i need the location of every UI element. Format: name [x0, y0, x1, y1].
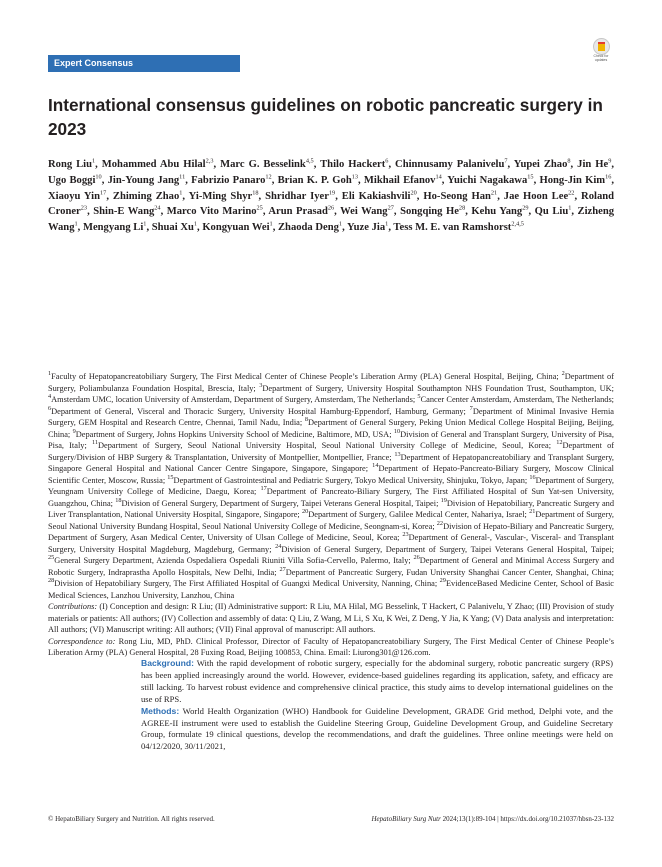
- check-for-updates-button[interactable]: [590, 38, 612, 62]
- author-name: Shin-E Wang: [93, 206, 155, 218]
- author-affiliation-number: 27: [387, 204, 394, 212]
- affiliation-number: 2: [561, 370, 565, 378]
- affiliation-text: Department of Surgery/Division of HBP Surgery & Transplantation, University of Montpellier, Montpellier, France;: [48, 441, 615, 462]
- author-affiliation-number: 15: [527, 173, 534, 181]
- author-affiliation-number: 20: [410, 189, 417, 197]
- citation-text: 2024;13(1):89-104 | https://dx.doi.org/10.21037/hbsn-23-132: [440, 815, 614, 823]
- article-type-badge: [48, 55, 240, 72]
- author-affiliation-number: 24: [154, 204, 161, 212]
- affiliation-number: 4: [48, 393, 52, 401]
- affiliation-number: 5: [417, 393, 421, 401]
- affiliation-text: EvidenceBased Medicine Center, School of Basic Medical Sciences, Lanzhou University, Lanzhou, China: [48, 579, 615, 600]
- author-affiliation-number: 8: [567, 157, 571, 165]
- affiliation-text: Department of Surgery, Seoul National University Bundang Hospital, Seoul National University College of Medicine, Seongnam-si, Korea;: [48, 510, 614, 531]
- affiliation-text: Department of Hepatopancreatobiliary and Transplant Surgery, Singapore General Hospital and National Cancer Centre Singapore, Singapore, Singapore;: [48, 452, 614, 473]
- front-matter: [48, 371, 614, 659]
- author-affiliation-number: 14: [435, 173, 442, 181]
- contributions-label: Contributions:: [48, 602, 98, 611]
- check-for-updates-label: Check for updates: [593, 54, 609, 62]
- author-affiliation-number: 10: [95, 173, 102, 181]
- author-name: Jin He: [577, 159, 609, 170]
- methods-text: World Health Organization (WHO) Handbook for Guideline Development, GRADE Grid method, Delphi vote, and the AGREE-II instrument were used to establish the Guideline Steering Group, Guideline Development Group, and Guideline Secretary Group, formulate 19 clinical questions, develop the recommendations, and draft the guidelines. Three online meetings were held on 04/12/2020, 30/11/2021,: [141, 705, 613, 752]
- affiliations: [48, 371, 614, 601]
- author-affiliation-number: 18: [252, 189, 259, 197]
- affiliation-text: Faculty of Hepatopancreatobiliary Surgery, The First Medical Center of Chinese People’s Liberation Army (PLA) General Hospital, Beijing, China;: [51, 372, 559, 381]
- author-name: Marc G. Besselink: [220, 159, 306, 170]
- correspondence-label: Correspondence to:: [48, 636, 116, 646]
- author-name: Roland Croner: [48, 190, 615, 218]
- author-name: Eli Kakiashvili: [341, 190, 411, 202]
- author-name: Yupei Zhao: [513, 159, 568, 170]
- affiliation-number: 21: [529, 508, 536, 516]
- author-affiliation-number: 16: [605, 173, 612, 181]
- author-affiliation-number: 23: [80, 204, 88, 212]
- author-name: Zhaoda Deng: [277, 222, 339, 234]
- background-label: Background:: [141, 658, 194, 668]
- author-name: Rong Liu: [48, 159, 92, 170]
- author-affiliation-number: 7: [504, 157, 508, 165]
- author-affiliation-number: 19: [328, 189, 336, 197]
- author-affiliation-number: 29: [522, 204, 529, 212]
- affiliation-text: Department of General-, Vascular-, Visceral- and Transplant Surgery, University Hospital Magdeburg, Magdeburg, Germany;: [48, 533, 614, 554]
- journal-abbrev: HepatoBiliary Surg Nutr: [371, 815, 441, 823]
- author-name: Marco Vito Marino: [166, 206, 257, 218]
- affiliation-number: 9: [72, 427, 76, 435]
- author-affiliation-number: 22: [568, 189, 575, 197]
- author-affiliation-number: 12: [265, 173, 272, 181]
- affiliation-text: Department of Surgery, University Hospital Southampton NHS Foundation Trust, Southampton, UK;: [262, 383, 614, 393]
- author-name: Mengyang Li: [82, 222, 144, 234]
- author-affiliation-number: 9: [608, 157, 612, 165]
- author-affiliation-number: 1: [92, 157, 96, 165]
- affiliation-text: Department of Surgery, Johns Hopkins University School of Medicine, Baltimore, MD, USA;: [75, 429, 392, 439]
- check-for-updates-icon: [593, 38, 610, 55]
- author-name: Jae Hoon Lee: [503, 190, 569, 202]
- affiliation-text: Division of General Surgery, Department of Surgery, Taipei Veterans General Hospital, Taipei;: [121, 498, 439, 508]
- affiliation-text: Department of General and Minimal Access Surgery and Robotic Surgery, Indraprastha Apollo Hospitals, New Delhi, India;: [48, 556, 615, 577]
- affiliation-number: 20: [301, 508, 309, 516]
- affiliation-text: Amsterdam UMC, location University of Amsterdam, Department of Surgery, Amsterdam, The Netherlands;: [51, 395, 416, 404]
- citation-line: [371, 815, 614, 823]
- author-name: Jin-Young Jang: [107, 174, 180, 186]
- affiliation-text: Department of Surgery, Poliambulanza Foundation Hospital, Brescia, Italy;: [48, 372, 614, 393]
- author-name: Songqing He: [400, 206, 459, 218]
- author-name: Thilo Hackert: [320, 159, 386, 170]
- correspondence-text: Rong Liu, MD, PhD. Clinical Professor, Director of Faculty of Hepatopancreatobiliary Surgery, The First Medical Center of Chinese People’s Liberation Army (PLA) General Hospital, 28 Fuxing Road, Beijing 100853, China. Email: Liurong301@126.com.: [48, 636, 615, 657]
- affiliation-number: 22: [436, 519, 444, 527]
- author-name: Yi-Ming Shyr: [188, 190, 253, 202]
- author-name: Kongyuan Wei: [202, 222, 270, 234]
- affiliation-number: 15: [167, 473, 174, 481]
- affiliation-number: 7: [469, 404, 473, 412]
- affiliation-number: 24: [275, 542, 282, 550]
- author-name: Shridhar Iyer: [265, 190, 329, 202]
- affiliation-number: 17: [260, 485, 267, 493]
- author-list: Rong Liu$^1$, Mohammed Abu Hilal$^{2,3}$, Marc G. Besselink$^{4,5}$, Thilo Hackert$^6$, Chinnusamy Palanivelu$^7$, Yupei Zhao$^8$, Jin He$^9$, Ugo Boggi$^{10}$, Jin-Young Jang$^{11}$, Fabrizio Panaro$^{12}$, Brian K. P. Goh$^{13}$, Mikhail Efanov$^{14}$, Yuichi Nagakawa$^{15}$, Hong-Jin Kim$^{16}$, Xiaoyu Yin$^{17}$, Zhiming Zhao$^1$, Yi-Ming Shyr$^{18}$, Shridhar Iyer$^{19}$, Eli Kakiashvili$^{20}$, Ho-Seong Han$^{21}$, Jae Hoon Lee$^{22}$, Roland Croner$^{23}$, Shin-E Wang$^{24}$, Marco Vito Marino$^{25}$, Arun Prasad$^{26}$, Wei Wang$^{27}$, Songqing He$^{28}$, Kehu Yang$^{29}$, Qu Liu$^1$, Zizheng Wang$^1$, Mengyang Li$^1$, Shuai Xu$^1$, Kongyuan Wei$^1$, Zhaoda Deng$^1$, Yuze Jia$^1$, Tess M. E. van Ramshorst$^{2,4,5}$: [48, 157, 615, 234]
- affiliation-text: Division of General and Transplant Surgery, University of Pisa, Pisa, Italy;: [48, 429, 614, 450]
- author-affiliation-number: 2,4,5: [511, 220, 524, 228]
- affiliation-text: Division of Hepatobiliary Surgery, The First Affiliated Hospital of Guangxi Medical University, Nanning, China;: [54, 579, 438, 588]
- author-name: Fabrizio Panaro: [191, 174, 266, 186]
- author-name: Chinnusamy Palanivelu: [395, 159, 505, 170]
- affiliation-text: Department of Surgery, Galilee Medical Center, Nahariya, Israel;: [308, 510, 527, 519]
- author-affiliation-number: 1: [269, 220, 273, 228]
- author-affiliation-number: 1: [74, 220, 78, 228]
- background-text: With the rapid development of robotic surgery, especially for the abdominal surgery, robotic pancreatic surgery (RPS) has been applied increasingly around the world. However, evidence-based guidelines regarding its application, safety, and efficacy are still lacking. To harvest robust evidence and comprehensive clinical practice, this study aims to develop international guidelines on the use of RPS.: [141, 658, 613, 704]
- affiliation-number: 6: [48, 404, 52, 412]
- affiliation-number: 11: [91, 439, 99, 447]
- affiliation-number: 23: [402, 531, 409, 539]
- author-name: Arun Prasad: [268, 206, 328, 218]
- affiliation-text: Department of Minimal Invasive Hernia Surgery, GEM Hospital and Research Centre, Chennai, Tamil Nadu, India;: [48, 406, 614, 427]
- methods-label: Methods:: [141, 705, 180, 716]
- affiliation-number: 29: [439, 577, 446, 585]
- author-affiliation-number: 1: [338, 220, 343, 228]
- author-affiliation-number: 1: [568, 204, 572, 212]
- affiliation-number: 18: [115, 496, 122, 504]
- author-affiliation-number: 1: [385, 220, 389, 228]
- author-affiliation-number: 21: [490, 189, 498, 197]
- author-affiliation-number: 6: [385, 157, 389, 165]
- author-name: Zizheng Wang: [48, 206, 615, 234]
- author-affiliation-number: 1: [143, 220, 147, 228]
- author-affiliation-number: 1: [179, 189, 183, 197]
- article-type-label: Expert Consensus: [54, 58, 134, 68]
- affiliation-text: Division of Hepato-Biliary and Pancreatic Surgery, Department of Surgery, Asan Medical Center, University of Ulsan College of Medicine, Seoul, Korea;: [48, 521, 614, 542]
- affiliation-text: General Surgery Department, Azienda Ospedaliera Ospedali Riuniti Villa Sofia-Cervello, Palermo, Italy;: [54, 556, 411, 565]
- author-name: Tess M. E. van Ramshorst: [393, 222, 512, 234]
- correspondence: [48, 636, 614, 659]
- affiliation-text: Department of Pancreatic Surgery, Fudan University Shanghai Cancer Center, Shanghai, China;: [285, 567, 614, 577]
- affiliation-text: Department of General, Visceral and Thoracic Surgery, University Hospital Hamburg-Eppendorf, Hamburg, Germany;: [51, 406, 466, 416]
- author-name: Hong-Jin Kim: [539, 174, 606, 186]
- author-affiliation-number: 11: [179, 173, 186, 181]
- affiliation-text: Department of General Surgery, Peking Union Medical College Hospital Beijing, Beijing, China;: [48, 418, 614, 439]
- affiliation-number: 1: [48, 370, 52, 378]
- affiliation-text: Cancer Center Amsterdam, Amsterdam, The Netherlands;: [420, 395, 615, 404]
- affiliation-text: Division of General Surgery, Department of Surgery, Taipei Veterans General Hospital, Taipei;: [281, 544, 614, 554]
- author-name: Mohammed Abu Hilal: [101, 159, 206, 170]
- affiliation-text: Department of Surgery, Seoul National University Hospital, Seoul National University College of Medicine, Seoul, Korea;: [98, 441, 552, 450]
- affiliation-number: 19: [440, 496, 447, 504]
- affiliation-number: 28: [48, 577, 55, 585]
- author-name: Shuai Xu: [151, 222, 194, 234]
- affiliation-number: 8: [304, 416, 308, 424]
- affiliation-text: Department of Hepato-Pancreato-Biliary Surgery, Moscow Clinical Scientific Center, Moscow, Russia;: [48, 464, 614, 485]
- contributions-text: (I) Conception and design: R Liu; (II) Administrative support: R Liu, MA Hilal, MG Besselink, T Hackert, C Palanivelu, Y Zhao; (III) Provision of study materials or patients: All authors; (IV) Collection and assembly of data: Q Liu, Z Wang, M Li, S Xu, K Wei, Z Deng, Y Jia, K Yang; (V) Data analysis and interpretation: All authors; (VI) Manuscript writing: All authors; (VII) Final approval of manuscript: All authors.: [48, 602, 614, 634]
- affiliation-number: 25: [48, 554, 55, 562]
- author-name: Xiaoyu Yin: [48, 190, 101, 202]
- author-affiliation-number: 26: [327, 204, 335, 212]
- author-name: Yuichi Nagakawa: [447, 174, 528, 186]
- author-affiliation-number: 1: [193, 220, 198, 228]
- author-name: Kehu Yang: [471, 206, 523, 218]
- affiliation-number: 27: [279, 565, 286, 573]
- affiliation-text: Department of Gastrointestinal and Pediatric Surgery, Tokyo Medical University, Shinjuku, Tokyo, Japan;: [173, 475, 528, 485]
- author-name: Wei Wang: [340, 206, 388, 218]
- affiliation-text: Division of Hepatobiliary, Pancreatic Surgery and Liver Transplantation, National University Hospital, Singapore, Singapore;: [48, 498, 614, 519]
- author-affiliation-number: 17: [100, 189, 107, 197]
- affiliation-number: 10: [393, 427, 401, 435]
- copyright-notice: © HepatoBiliary Surgery and Nutrition. All rights reserved.: [48, 815, 215, 823]
- affiliation-text: Department of Surgery, Yeungnam University College of Medicine, Daegu, Korea;: [48, 475, 614, 496]
- author-affiliation-number: 2,3: [205, 157, 214, 165]
- affiliation-text: Department of Pancreato-Biliary Surgery, The First Affiliated Hospital of Sun Yat-sen University, Guangzhou, China;: [48, 487, 615, 508]
- author-name: Yuze Jia: [346, 222, 386, 234]
- author-name: Mikhail Efanov: [363, 174, 436, 186]
- author-affiliation-number: 28: [458, 204, 466, 212]
- affiliation-number: 26: [413, 554, 420, 562]
- contributions: [48, 601, 614, 636]
- affiliation-number: 13: [394, 450, 401, 458]
- author-name: Qu Liu: [534, 206, 569, 218]
- author-name: Ho-Seong Han: [423, 190, 491, 202]
- abstract: [141, 658, 613, 753]
- author-name: Zhiming Zhao: [112, 190, 180, 202]
- affiliation-number: 3: [259, 381, 263, 389]
- author-affiliation-number: 25: [256, 204, 263, 212]
- article-title: International consensus guidelines on robotic pancreatic surgery in 2023: [48, 95, 603, 139]
- author-affiliation-number: 13: [351, 173, 359, 181]
- author-name: Brian K. P. Goh: [277, 174, 352, 186]
- author-affiliation-number: 4,5: [305, 157, 314, 165]
- author-name: Ugo Boggi: [48, 174, 96, 186]
- affiliation-number: 16: [529, 473, 536, 481]
- affiliation-number: 14: [372, 462, 379, 470]
- affiliation-number: 12: [556, 439, 563, 447]
